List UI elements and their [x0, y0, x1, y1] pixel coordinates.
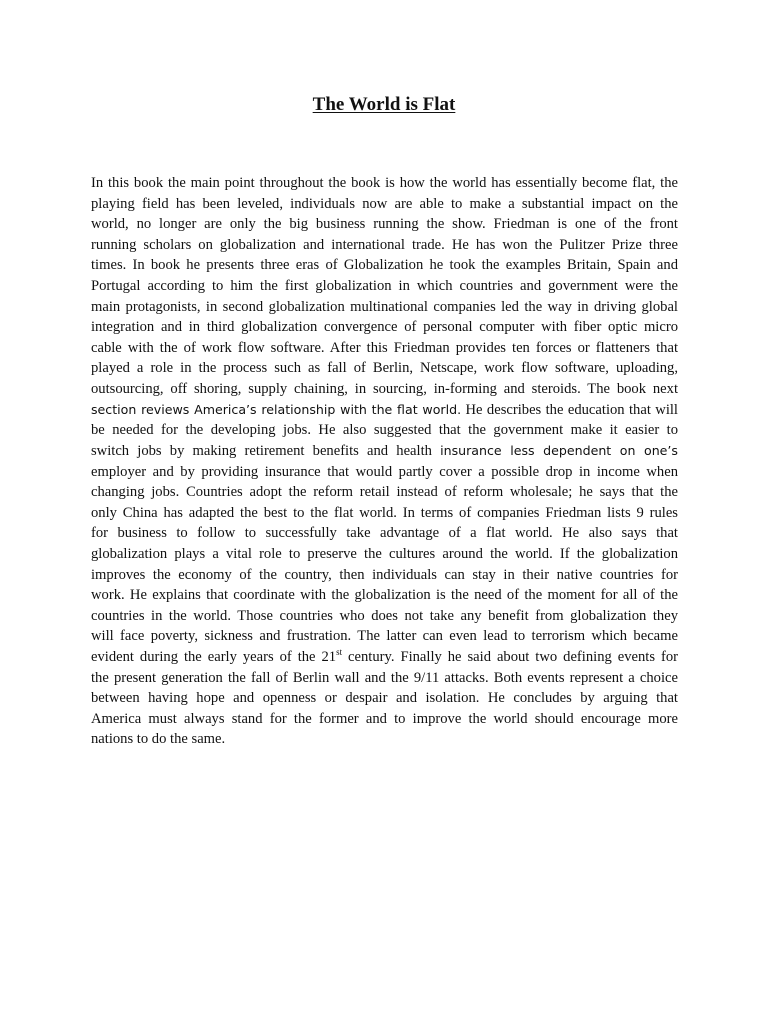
paragraph-line: integration and in third globalization convergence of personal computer with fiber optic micro: [91, 319, 678, 336]
paragraph-line: playing field has been leveled, individuals now are able to make a substantial impact on the: [91, 195, 678, 212]
paragraph-line: improves the economy of the country, then individuals can stay in their native countries for: [91, 566, 678, 583]
paragraph-line: between having hope and openness or despair and isolation. He concludes by arguing that: [91, 690, 678, 707]
paragraph-line: America must always stand for the former and to improve the world should encourage more: [91, 710, 678, 727]
paragraph-line: cable with the of work flow software. After this Friedman provides ten forces or flatteners that: [91, 339, 678, 356]
ordinal-superscript: st: [336, 647, 343, 658]
paragraph-line: outsourcing, off shoring, supply chaining, in sourcing, in-forming and steroids. The book next: [91, 381, 678, 398]
alt-font-run: section reviews America’s relationship with the flat world.: [91, 401, 462, 417]
paragraph-line: work. He explains that coordinate with the globalization is the need of the moment for all of the: [91, 587, 678, 604]
paragraph-line: main protagonists, in second globalization multinational companies led the way in driving global: [91, 298, 678, 315]
paragraph-line: the present generation the fall of Berlin wall and the 9/11 attacks. Both events represent a choice: [91, 669, 678, 686]
text-run: He describes the education that will: [461, 401, 678, 418]
paragraph-line: [91, 441, 678, 462]
paragraph-line: countries in the world. Those countries who does not take any benefit from globalization they: [91, 607, 678, 624]
paragraph-line: employer and by providing insurance that would partly cover a possible drop in income when: [91, 463, 678, 480]
title-text: The World is Flat: [312, 94, 456, 115]
paragraph-line: will face poverty, sickness and frustration. The latter can even lead to terrorism which became: [91, 628, 678, 645]
paragraph-line: [91, 400, 678, 421]
text-run: evident during the early years of the 21: [91, 649, 337, 666]
document-title: [0, 93, 768, 117]
paragraph-line: for business to follow to successfully take advantage of a flat world. He also says that: [91, 525, 678, 542]
paragraph-line: world, no longer are only the big business running the show. Friedman is one of the front: [91, 216, 678, 233]
paragraph-line: running scholars on globalization and international trade. He has won the Pulitzer Prize three: [91, 236, 678, 253]
paragraph-line: In this book the main point throughout the book is how the world has essentially become flat, the: [91, 175, 678, 191]
paragraph-line: [91, 647, 678, 668]
alt-font-run: insurance less dependent on one’s: [440, 442, 678, 458]
paragraph-line: times. In book he presents three eras of Globalization he took the examples Britain, Spain and: [91, 257, 678, 274]
paragraph-last-line: nations to do the same.: [91, 731, 226, 748]
paragraph-line: played a role in the process such as fall of Berlin, Netscape, work flow software, uploading,: [91, 360, 678, 377]
text-run: switch jobs by making retirement benefits and health: [91, 442, 441, 459]
body-paragraph: [91, 173, 678, 750]
text-run: century. Finally he said about two defining events for: [342, 649, 678, 666]
paragraph-line: changing jobs. Countries adopt the reform retail instead of reform wholesale; he says that the: [91, 484, 678, 501]
paragraph-line: only China has adapted the best to the flat world. In terms of companies Friedman lists 9 rules: [91, 504, 678, 521]
paragraph-line: Portugal according to him the first globalization in which countries and government were the: [91, 278, 678, 295]
paragraph-line: be needed for the developing jobs. He also suggested that the government make it easier to: [91, 422, 678, 439]
paragraph-line: globalization plays a vital role to preserve the cultures around the world. If the globalization: [91, 545, 678, 562]
